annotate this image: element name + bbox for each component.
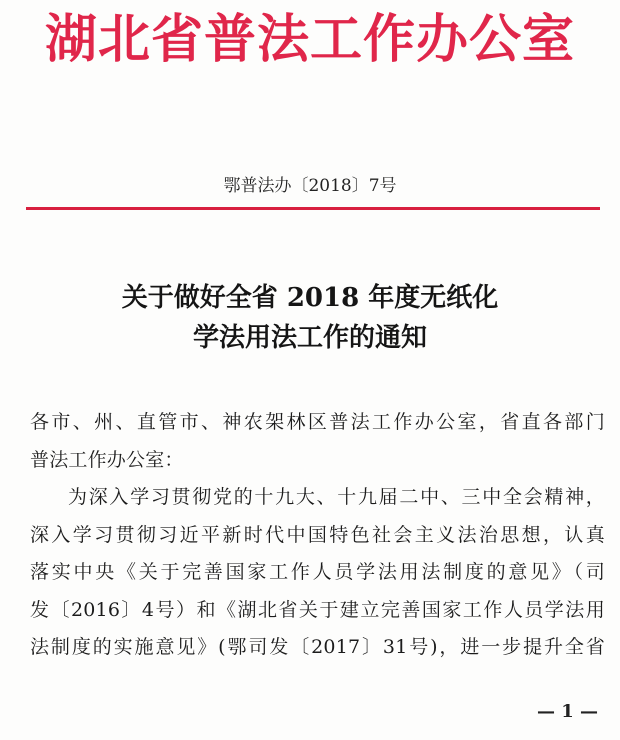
notice-title bbox=[0, 278, 620, 358]
page-number: — 1 — bbox=[536, 701, 598, 722]
notice-title-line-1: 关于做好全省 2018 年度无纸化 bbox=[121, 283, 499, 313]
notice-title-line-2: 学法用法工作的通知 bbox=[192, 323, 427, 353]
masthead-title: 湖北省普法工作办公室 bbox=[44, 9, 575, 70]
body-line: 发〔2016〕4号）和《湖北省关于建立完善国家工作人员学法用 bbox=[30, 598, 605, 621]
body-line: 落实中央《关于完善国家工作人员学法用法制度的意见》（司 bbox=[30, 561, 605, 583]
notice-body bbox=[30, 404, 605, 667]
body-line: 深入学习贯彻习近平新时代中国特色社会主义法治思想，认真 bbox=[30, 523, 605, 546]
body-line-addressee-end: 普法工作办公室： bbox=[30, 448, 184, 471]
body-line-paragraph-start: 为深入学习贯彻党的十九大、十九届二中、三中全会精神， bbox=[68, 486, 605, 508]
red-divider-line bbox=[26, 207, 600, 210]
body-line-addressee: 各市、州、直管市、神农架林区普法工作办公室，省直各部门 bbox=[30, 411, 605, 433]
document-number: 鄂普法办〔2018〕7号 bbox=[223, 176, 397, 196]
body-line: 法制度的实施意见》(鄂司发〔2017〕31号)，进一步提升全省 bbox=[30, 636, 605, 658]
